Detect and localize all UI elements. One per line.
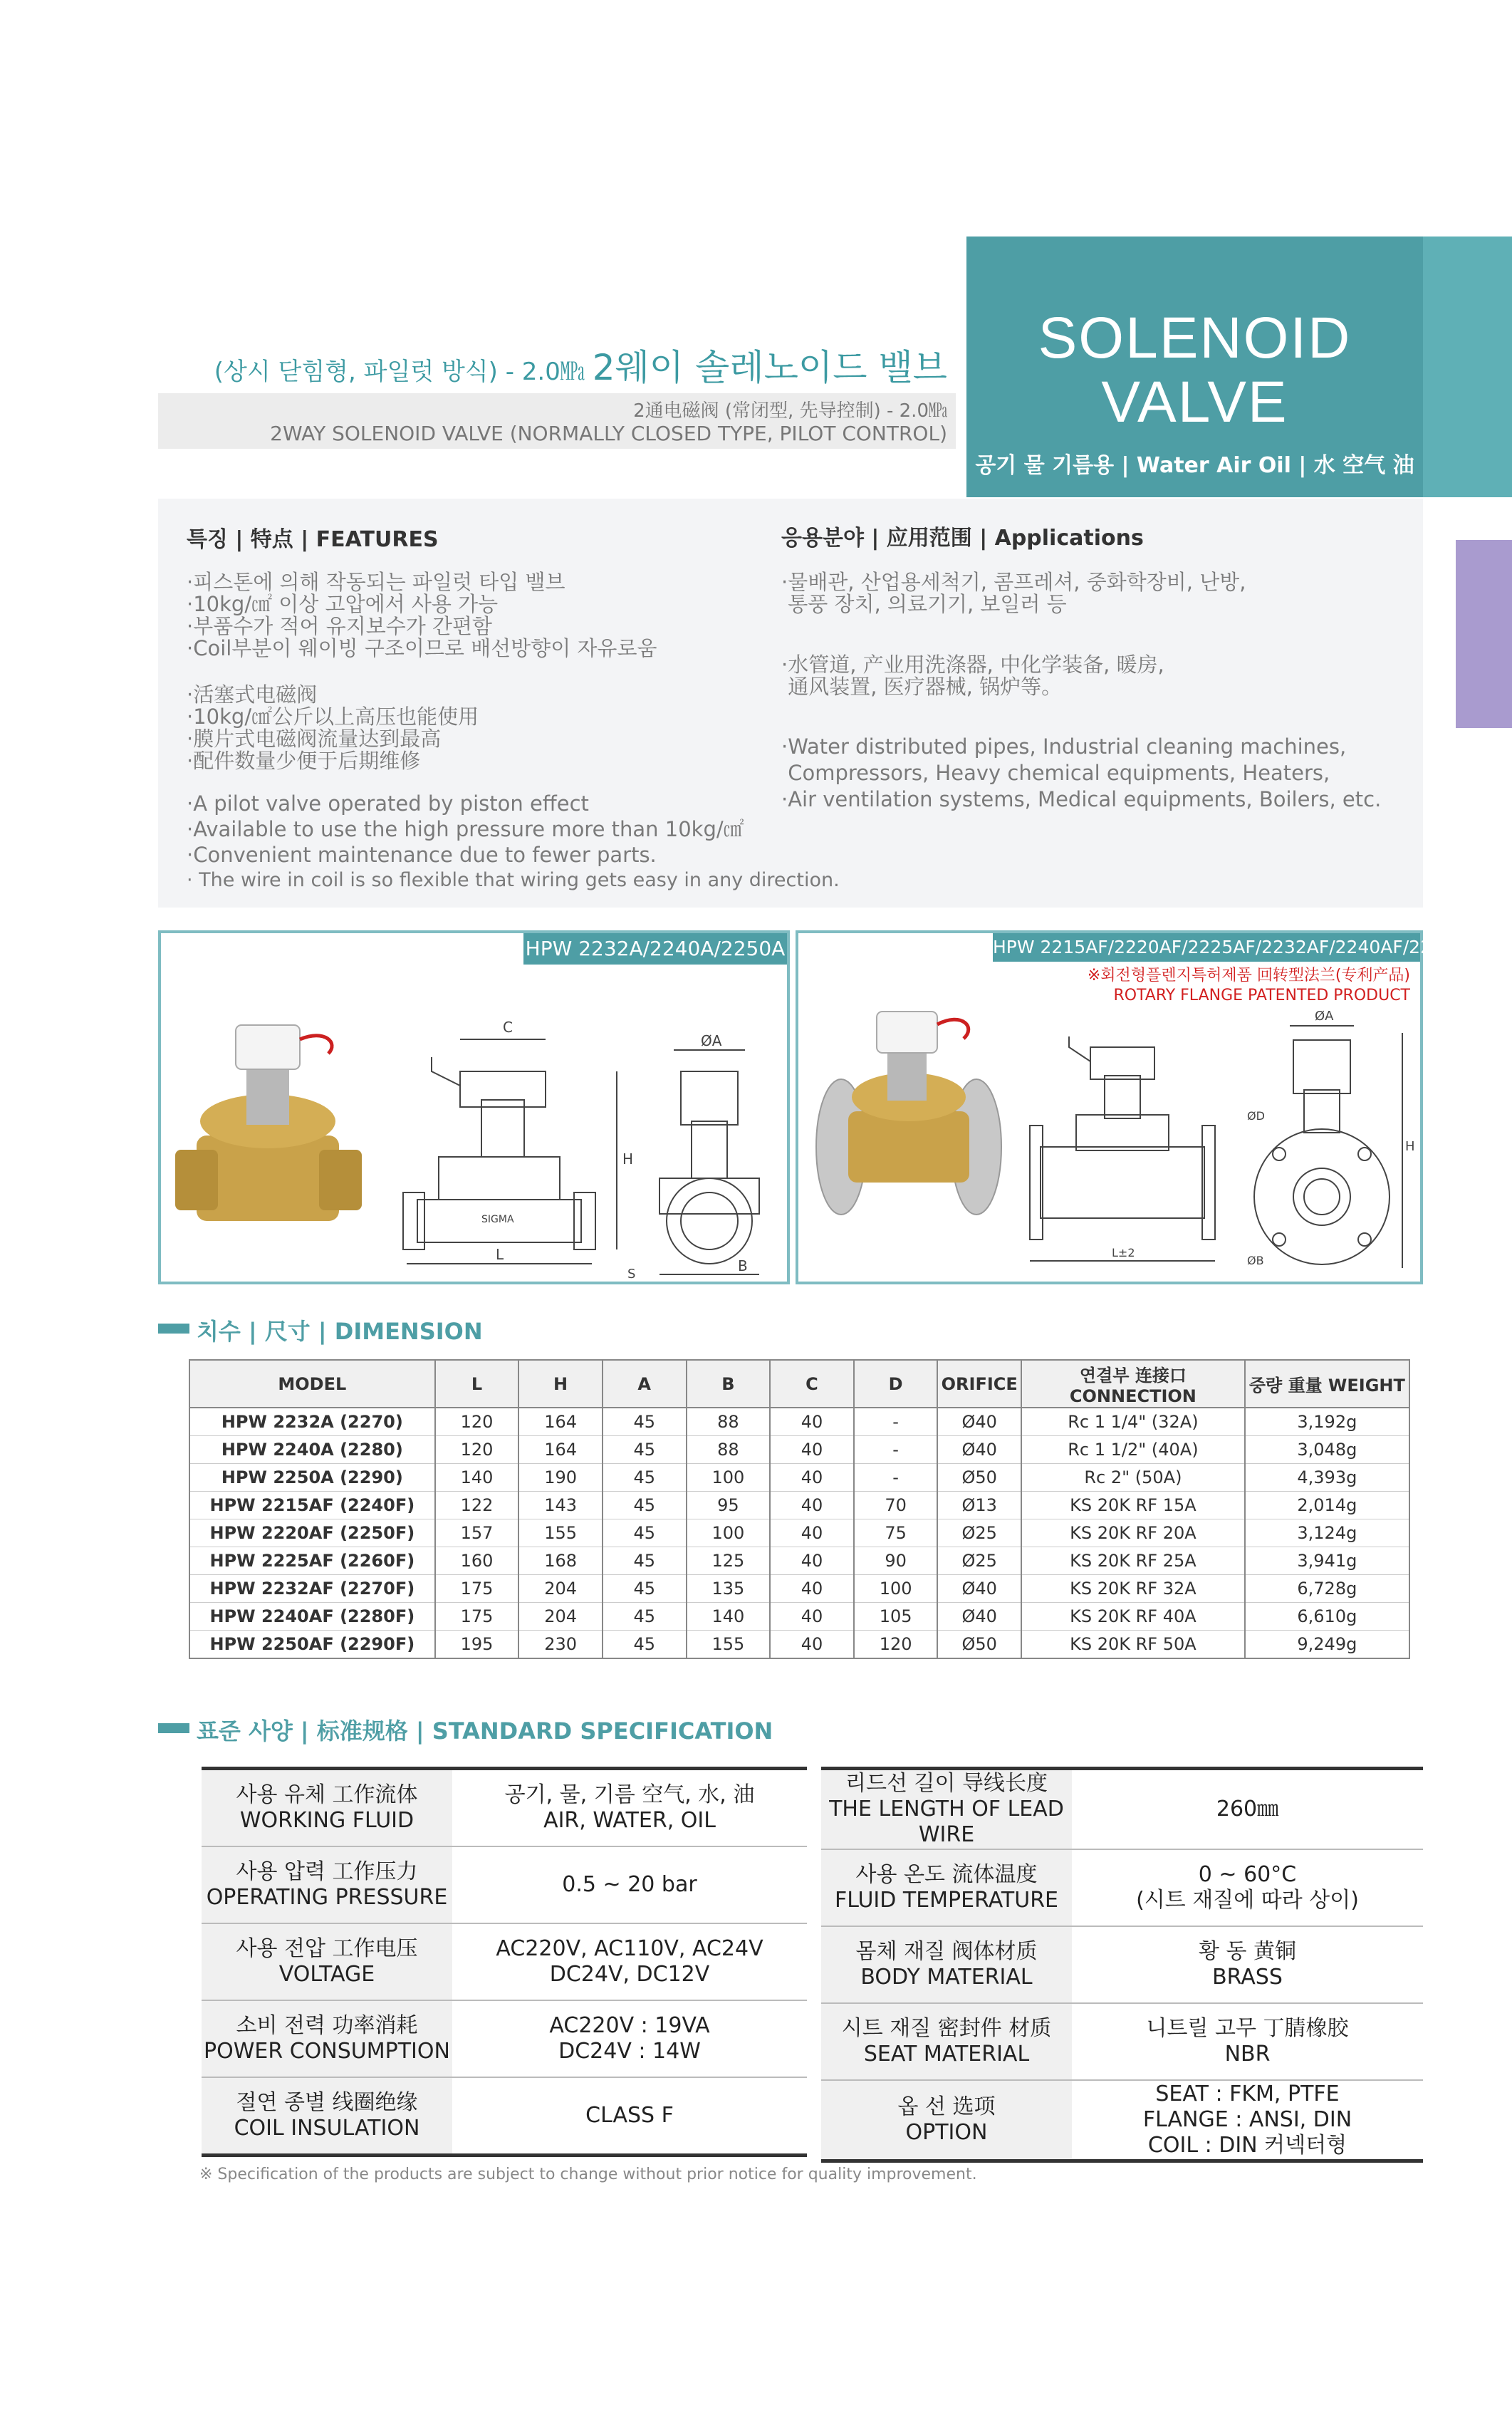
spec-value-line: CLASS F (585, 2103, 674, 2128)
spec-row (821, 2003, 1423, 2080)
spec-value-line: DC24V : 14W (558, 2039, 701, 2064)
title-strip (1423, 237, 1512, 497)
list-item: ·Water distributed pipes, Industrial cleaning machines, (781, 734, 1347, 759)
spec-label (821, 1849, 1072, 1926)
spec-label-native: 시트 재질 密封件 材质 (841, 2016, 1052, 2041)
table-cell: - (854, 1436, 938, 1464)
model-cell: HPW 2220AF (2250F) (189, 1519, 435, 1547)
list-item: · The wire in coil is so flexible that wiring gets easy in any direction. (187, 869, 840, 891)
spec-value-line: NBR (1224, 2042, 1271, 2067)
threaded-valve-photo (175, 1025, 362, 1221)
table-cell: 230 (518, 1631, 603, 1659)
table-cell: Rc 2" (50A) (1021, 1464, 1245, 1492)
list-item: ·피스톤에 의해 작동되는 파일럿 타입 밸브 (187, 570, 565, 594)
applications-kr-list (781, 571, 1246, 615)
model-cell: HPW 2250A (2290) (189, 1464, 435, 1492)
product-label-threaded: HPW 2232A/2240A/2250A (523, 933, 787, 965)
dim-h-label: H (622, 1150, 634, 1168)
table-cell: 3,048g (1245, 1436, 1409, 1464)
spec-label-native: 사용 유체 工作流体 (236, 1782, 418, 1807)
applications-en-list (781, 734, 1381, 813)
column-header: 연결부 连接口 CONNECTION (1021, 1360, 1245, 1408)
spec-label (821, 2080, 1072, 2161)
spec-value-line: AC220V : 19VA (549, 2013, 710, 2038)
table-cell: KS 20K RF 32A (1021, 1575, 1245, 1603)
table-cell: 2,014g (1245, 1492, 1409, 1519)
table-cell: 190 (518, 1464, 603, 1492)
table-row (189, 1436, 1409, 1464)
dim-l-label: L (496, 1246, 504, 1263)
kr-title: 2웨이 솔레노이드 밸브 (592, 347, 947, 388)
list-item: ·물배관, 산업용세척기, 콤프레셔, 중화학장비, 난방, (781, 570, 1246, 594)
model-cell: HPW 2215AF (2240F) (189, 1492, 435, 1519)
side-tab (1456, 540, 1512, 728)
table-cell: 140 (687, 1603, 771, 1631)
column-header: MODEL (189, 1360, 435, 1408)
column-header: B (687, 1360, 771, 1408)
features-en-list (187, 791, 840, 893)
kr-heading (157, 339, 947, 390)
spec-row (202, 1769, 807, 1847)
spec-row (821, 2080, 1423, 2161)
title-line2: VALVE (1101, 370, 1288, 435)
title-line1: SOLENOID (1038, 306, 1352, 370)
list-item: ·膜片式电磁阀流量达到最高 (187, 727, 442, 751)
spec-label-en: BODY MATERIAL (860, 1965, 1033, 1990)
spec-label-native: 절연 종별 线圈绝缘 (236, 2090, 418, 2115)
spec-value (1072, 1849, 1423, 1926)
spec-label-en: OPERATING PRESSURE (206, 1885, 448, 1910)
table-row (189, 1492, 1409, 1519)
spec-value-line: 황 동 黄铜 (1198, 1939, 1297, 1964)
threaded-valve-illustration (161, 965, 787, 1282)
spec-value-line: SEAT : FKM, PTFE (1155, 2082, 1340, 2106)
spec-value-line: DC24V, DC12V (549, 1962, 710, 1987)
table-cell: 164 (518, 1408, 603, 1436)
product-box-flanged (796, 930, 1477, 1284)
table-cell: Ø40 (937, 1603, 1021, 1631)
spec-label (202, 2000, 452, 2077)
spec-label-en: THE LENGTH OF LEAD WIRE (829, 1797, 1064, 1847)
table-cell: 45 (603, 1464, 687, 1492)
table-cell: 40 (770, 1631, 854, 1659)
table-cell: KS 20K RF 20A (1021, 1519, 1245, 1547)
spec-row (821, 1769, 1423, 1850)
column-header: A (603, 1360, 687, 1408)
table-cell: 6,728g (1245, 1575, 1409, 1603)
spec-row (202, 2000, 807, 2077)
table-cell: 40 (770, 1464, 854, 1492)
spec-value-line: 0 ~ 60°C (1198, 1862, 1297, 1887)
table-cell: 175 (435, 1575, 519, 1603)
spec-value (452, 2077, 807, 2156)
spec-label-en: WORKING FLUID (239, 1808, 415, 1833)
patent-note-en: ROTARY FLANGE PATENTED PRODUCT (1113, 987, 1410, 1004)
table-cell: 105 (854, 1603, 938, 1631)
spec-label-en: OPTION (905, 2120, 988, 2145)
threaded-side-view (403, 1039, 617, 1264)
table-cell: 6,610g (1245, 1603, 1409, 1631)
table-cell: Ø25 (937, 1547, 1021, 1575)
table-cell: 4,393g (1245, 1464, 1409, 1492)
applications-heading: 응용분야 | 应用范围 | Applications (781, 526, 1144, 551)
table-cell: 100 (687, 1519, 771, 1547)
spec-value (1072, 1769, 1423, 1850)
flanged-front-view (1254, 1026, 1402, 1268)
list-item: ·配件数量少便于后期维修 (187, 749, 421, 773)
table-cell: 45 (603, 1603, 687, 1631)
column-header: 중량 重量 WEIGHT (1245, 1360, 1409, 1408)
spec-value-line: COIL : DIN 커넥터형 (1147, 2133, 1347, 2158)
sigma-mark: SIGMA (481, 1214, 514, 1225)
table-row (189, 1603, 1409, 1631)
spec-label (202, 2077, 452, 2156)
spec-label (821, 1926, 1072, 2003)
column-header: L (435, 1360, 519, 1408)
table-cell: 70 (854, 1492, 938, 1519)
list-item: ·Air ventilation systems, Medical equipments, Boilers, etc. (781, 787, 1382, 811)
spec-row (202, 1846, 807, 1923)
spec-value-line: 니트릴 고무 丁腈橡胶 (1146, 2016, 1349, 2041)
dim-s-label: S (627, 1267, 636, 1282)
spec-label-en: COIL INSULATION (234, 2116, 420, 2141)
list-item: ·10kg/㎠公斤以上高压也能使用 (187, 705, 479, 729)
spec-table-left (202, 1767, 807, 2157)
spec-row (821, 1849, 1423, 1926)
spec-row (202, 2077, 807, 2156)
spec-label-en: SEAT MATERIAL (863, 2042, 1030, 2067)
dim-c-label: C (503, 1019, 513, 1036)
table-cell: 40 (770, 1492, 854, 1519)
table-cell: 204 (518, 1575, 603, 1603)
dimension-heading: 치수 | 尺寸 | DIMENSION (197, 1318, 483, 1345)
spec-label-native: 옵 선 选项 (897, 2094, 996, 2119)
spec-value-line: FLANGE : ANSI, DIN (1142, 2107, 1352, 2132)
list-item: ·10kg/㎠ 이상 고압에서 사용 가능 (187, 592, 499, 616)
model-cell: HPW 2240A (2280) (189, 1436, 435, 1464)
table-cell: 120 (435, 1436, 519, 1464)
table-cell: 164 (518, 1436, 603, 1464)
table-cell: 155 (687, 1631, 771, 1659)
spec-label (202, 1923, 452, 2000)
spec-label (202, 1769, 452, 1847)
spec-heading: 표준 사양 | 标准规格 | STANDARD SPECIFICATION (197, 1718, 773, 1745)
table-cell: KS 20K RF 50A (1021, 1631, 1245, 1659)
model-cell: HPW 2225AF (2260F) (189, 1547, 435, 1575)
list-item: Compressors, Heavy chemical equipments, Heaters, (781, 761, 1330, 785)
product-label-flanged: HPW 2215AF/2220AF/2225AF/2232AF/2240AF/2250AF (993, 933, 1420, 962)
flanged-side-view (1030, 1036, 1215, 1261)
model-cell: HPW 2240AF (2280F) (189, 1603, 435, 1631)
spec-label (202, 1846, 452, 1923)
spec-value-line: BRASS (1212, 1965, 1283, 1990)
list-item: ·Available to use the high pressure more than 10kg/㎠ (187, 817, 744, 841)
patent-note-kr: ※회전형플렌지특허제품 回转型法兰(专利产品) (1087, 967, 1410, 984)
table-cell: KS 20K RF 40A (1021, 1603, 1245, 1631)
table-row (189, 1547, 1409, 1575)
threaded-front-view (659, 1050, 759, 1274)
list-item: ·Convenient maintenance due to fewer parts. (187, 843, 657, 867)
table-cell: 120 (854, 1631, 938, 1659)
spec-value-line: 공기, 물, 기름 空气, 水, 油 (504, 1782, 755, 1807)
table-cell: Ø40 (937, 1575, 1021, 1603)
features-cn-list (187, 684, 479, 772)
table-cell: 40 (770, 1519, 854, 1547)
table-cell: KS 20K RF 25A (1021, 1547, 1245, 1575)
model-cell: HPW 2250AF (2290F) (189, 1631, 435, 1659)
table-cell: 125 (687, 1547, 771, 1575)
table-cell: 40 (770, 1436, 854, 1464)
dim-phi-d-label: ØD (1247, 1109, 1265, 1123)
spec-value (1072, 2003, 1423, 2080)
table-cell: 40 (770, 1603, 854, 1631)
spec-value-line: (시트 재질에 따라 상이) (1136, 1888, 1359, 1913)
spec-label-native: 사용 압력 工作压力 (236, 1859, 418, 1884)
spec-label (821, 2003, 1072, 2080)
spec-value-line: 0.5 ~ 20 bar (562, 1872, 697, 1897)
flanged-valve-illustration (798, 962, 1420, 1282)
table-cell: 157 (435, 1519, 519, 1547)
table-cell: 90 (854, 1547, 938, 1575)
table-row (189, 1575, 1409, 1603)
model-cell: HPW 2232AF (2270F) (189, 1575, 435, 1603)
table-cell: Ø40 (937, 1436, 1021, 1464)
column-header: H (518, 1360, 603, 1408)
table-cell: 45 (603, 1492, 687, 1519)
table-cell: Ø25 (937, 1519, 1021, 1547)
table-cell: 45 (603, 1631, 687, 1659)
dim-a-label: ØA (701, 1032, 722, 1049)
table-cell: 143 (518, 1492, 603, 1519)
table-cell: Ø13 (937, 1492, 1021, 1519)
spec-value (452, 1923, 807, 2000)
table-cell: 100 (687, 1464, 771, 1492)
table-row (189, 1408, 1409, 1436)
spec-value (452, 1846, 807, 1923)
table-cell: - (854, 1464, 938, 1492)
features-kr-list (187, 571, 657, 660)
table-cell: 9,249g (1245, 1631, 1409, 1659)
title-subtitle: 공기 물 기름용 | Water Air Oil | 水 空气 油 (975, 453, 1414, 478)
table-cell: 120 (435, 1408, 519, 1436)
table-cell: Ø40 (937, 1408, 1021, 1436)
column-header: ORIFICE (937, 1360, 1021, 1408)
table-cell: 40 (770, 1547, 854, 1575)
page-title (966, 306, 1423, 435)
table-cell: 45 (603, 1436, 687, 1464)
table-row (189, 1464, 1409, 1492)
list-item: 통풍 장치, 의료기기, 보일러 등 (781, 592, 1067, 616)
table-cell: 100 (854, 1575, 938, 1603)
list-item: ·水管道, 产业用洗涤器, 中化学装备, 暖房, (781, 653, 1164, 677)
spec-label-en: VOLTAGE (278, 1962, 375, 1987)
cn-subtitle: 2通电磁阀 (常闭型, 先导控制) - 2.0㎫ (633, 400, 947, 422)
spec-label-native: 리드선 길이 导线长度 (845, 1771, 1048, 1796)
list-item: ·A pilot valve operated by piston effect (187, 791, 589, 816)
table-cell: 155 (518, 1519, 603, 1547)
spec-value-line: AIR, WATER, OIL (543, 1808, 716, 1833)
spec-row (821, 1926, 1423, 2003)
table-cell: 45 (603, 1547, 687, 1575)
table-cell: - (854, 1408, 938, 1436)
dimension-bar (158, 1324, 189, 1334)
dim-a-label-flanged: ØA (1315, 1009, 1334, 1024)
table-cell: Rc 1 1/4" (32A) (1021, 1408, 1245, 1436)
table-header (189, 1360, 1409, 1408)
list-item: ·부품수가 적어 유지보수가 간편함 (187, 614, 493, 638)
spec-value (452, 2000, 807, 2077)
spec-row (202, 1923, 807, 2000)
spec-label-en: FLUID TEMPERATURE (834, 1888, 1059, 1913)
table-cell: 95 (687, 1492, 771, 1519)
applications-cn-list (781, 654, 1164, 698)
table-cell: 168 (518, 1547, 603, 1575)
table-cell: 88 (687, 1436, 771, 1464)
spec-value-line: 260㎜ (1216, 1797, 1279, 1822)
spec-label (821, 1769, 1072, 1850)
table-cell: KS 20K RF 15A (1021, 1492, 1245, 1519)
table-cell: 75 (854, 1519, 938, 1547)
dim-b-label: B (738, 1257, 748, 1274)
spec-value (452, 1769, 807, 1847)
table-cell: 45 (603, 1408, 687, 1436)
table-cell: 3,124g (1245, 1519, 1409, 1547)
table-row (189, 1519, 1409, 1547)
model-cell: HPW 2232A (2270) (189, 1408, 435, 1436)
en-subtitle: 2WAY SOLENOID VALVE (NORMALLY CLOSED TYPE, PILOT CONTROL) (270, 422, 947, 445)
table-cell: 122 (435, 1492, 519, 1519)
dim-phi-b-label: ØB (1247, 1254, 1264, 1267)
table-cell: 140 (435, 1464, 519, 1492)
list-item: ·活塞式电磁阀 (187, 682, 318, 707)
flanged-valve-photo (816, 1012, 1001, 1215)
features-heading: 특징 | 特点 | FEATURES (187, 527, 439, 552)
kr-prefix: (상시 닫힘형, 파일럿 방식) - 2.0㎫ (214, 358, 585, 386)
table-cell: 175 (435, 1603, 519, 1631)
table-cell: 135 (687, 1575, 771, 1603)
table-cell: 40 (770, 1408, 854, 1436)
spec-note: ※ Specification of the products are subject to change without prior notice for quality improvement. (199, 2166, 977, 2183)
spec-bar (158, 1723, 189, 1733)
spec-value (1072, 1926, 1423, 2003)
spec-value (1072, 2080, 1423, 2161)
table-cell: 204 (518, 1603, 603, 1631)
table-cell: Ø50 (937, 1631, 1021, 1659)
column-header: C (770, 1360, 854, 1408)
table-cell: Ø50 (937, 1464, 1021, 1492)
list-item: ·Coil부분이 웨이빙 구조이므로 배선방향이 자유로움 (187, 636, 657, 660)
spec-value-line: AC220V, AC110V, AC24V (496, 1936, 763, 1961)
column-header: D (854, 1360, 938, 1408)
table-cell: 195 (435, 1631, 519, 1659)
table-cell: 45 (603, 1519, 687, 1547)
spec-label-en: POWER CONSUMPTION (204, 2039, 450, 2064)
table-cell: 88 (687, 1408, 771, 1436)
table-cell: 3,941g (1245, 1547, 1409, 1575)
dim-l2-label: L±2 (1112, 1246, 1135, 1259)
table-cell: Rc 1 1/2" (40A) (1021, 1436, 1245, 1464)
dimension-table (189, 1359, 1410, 1659)
table-cell: 3,192g (1245, 1408, 1409, 1436)
spec-label-native: 사용 전압 工作电压 (236, 1936, 418, 1961)
spec-label-native: 사용 온도 流体温度 (855, 1862, 1038, 1887)
spec-table-right (821, 1767, 1423, 2163)
product-box-threaded (158, 930, 790, 1284)
table-row (189, 1631, 1409, 1659)
dim-h-label-flanged: H (1405, 1139, 1415, 1154)
spec-label-native: 소비 전력 功率消耗 (236, 2013, 418, 2038)
list-item: 通风装置, 医疗器械, 锅炉等。 (781, 675, 1063, 699)
table-body (189, 1408, 1409, 1658)
table-cell: 40 (770, 1575, 854, 1603)
table-cell: 160 (435, 1547, 519, 1575)
table-cell: 45 (603, 1575, 687, 1603)
spec-label-native: 몸체 재질 阀体材质 (855, 1939, 1038, 1964)
